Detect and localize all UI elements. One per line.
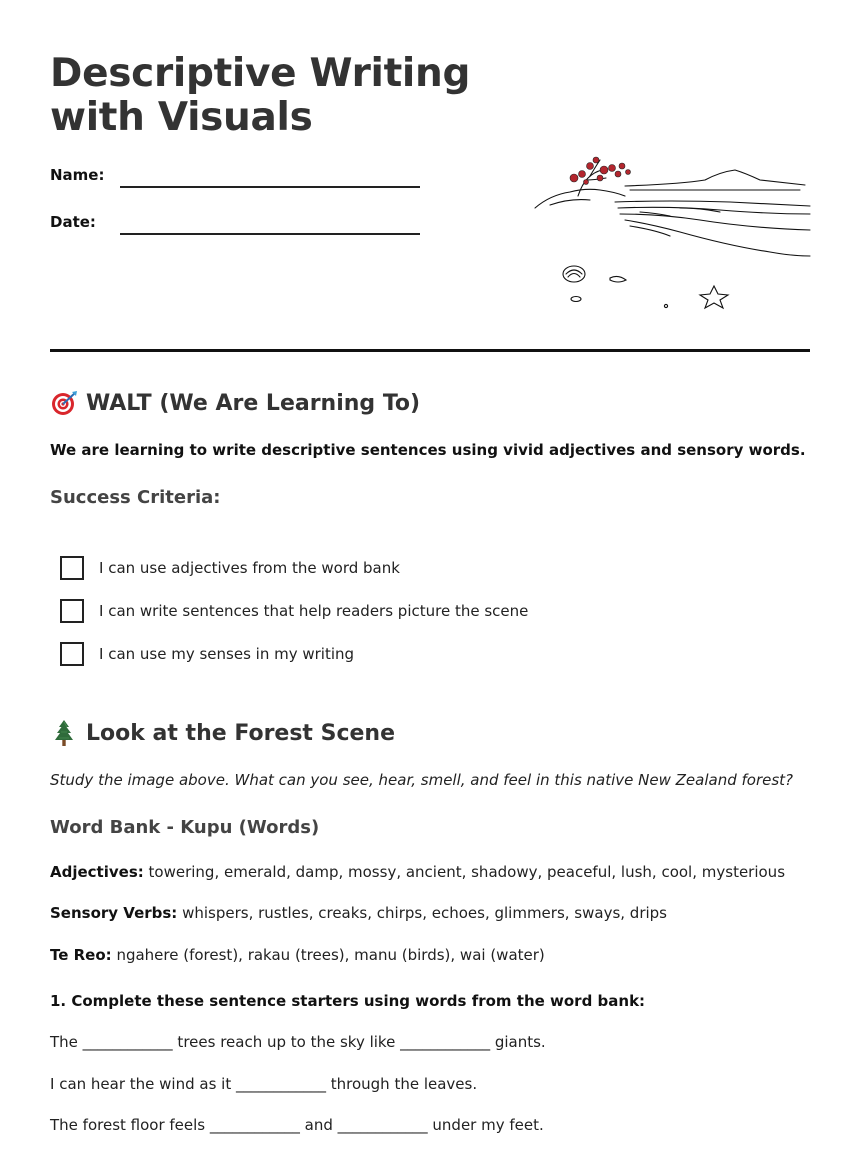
tereo-label: Te Reo: (50, 946, 112, 964)
name-field[interactable] (50, 166, 430, 196)
tereo-list: ngahere (forest), rakau (trees), manu (birds), wai (water) (116, 946, 545, 964)
name-label: Name: (50, 166, 105, 184)
header-divider (50, 349, 810, 352)
walt-statement: We are learning to write descriptive sentences using vivid adjectives and sensory words. (50, 441, 806, 459)
criteria-label: I can use adjectives from the word bank (99, 559, 400, 577)
sensory-verbs-row (50, 904, 667, 922)
forest-heading (50, 719, 395, 747)
sensory-label: Sensory Verbs: (50, 904, 178, 922)
page-title: Descriptive Writing with Visuals (50, 51, 471, 140)
exercise-title: 1. Complete these sentence starters using words from the word bank: (50, 992, 646, 1010)
forest-instruction: Study the image above. What can you see, hear, smell, and feel in this native New Zealand forest? (50, 771, 794, 789)
criteria-item (60, 642, 528, 666)
criteria-label: I can write sentences that help readers picture the scene (99, 602, 529, 620)
forest-heading-text: Look at the Forest Scene (86, 720, 395, 746)
sentence-starter[interactable]: The ____________ trees reach up to the sky like ____________ giants. (50, 1033, 546, 1051)
adjectives-list: towering, emerald, damp, mossy, ancient, shadowy, peaceful, lush, cool, mysterious (148, 863, 786, 881)
criteria-item (60, 599, 528, 623)
sentence-starter[interactable]: I can hear the wind as it ____________ through the leaves. (50, 1075, 478, 1093)
criteria-item (60, 556, 528, 580)
criteria-checkbox[interactable] (60, 556, 84, 580)
sentence-starter[interactable]: The forest floor feels ____________ and ____________ under my feet. (50, 1116, 544, 1134)
walt-heading-text: WALT (We Are Learning To) (86, 390, 421, 416)
walt-heading (50, 389, 420, 417)
date-field[interactable] (50, 213, 430, 243)
date-label: Date: (50, 213, 96, 231)
criteria-checkbox[interactable] (60, 599, 84, 623)
adjectives-label: Adjectives: (50, 863, 144, 881)
success-criteria-heading: Success Criteria: (50, 487, 221, 508)
criteria-checkbox[interactable] (60, 642, 84, 666)
adjectives-row (50, 863, 785, 881)
name-line[interactable] (120, 186, 420, 188)
word-bank-heading: Word Bank - Kupu (Words) (50, 817, 320, 838)
criteria-label: I can use my senses in my writing (99, 645, 355, 663)
target-dart-icon (50, 389, 78, 417)
date-line[interactable] (120, 233, 420, 235)
success-criteria-list (60, 556, 528, 685)
evergreen-tree-icon (50, 719, 78, 747)
coastal-scene-illustration (530, 150, 812, 315)
te-reo-row (50, 946, 545, 964)
sensory-list: whispers, rustles, creaks, chirps, echoes, glimmers, sways, drips (182, 904, 668, 922)
